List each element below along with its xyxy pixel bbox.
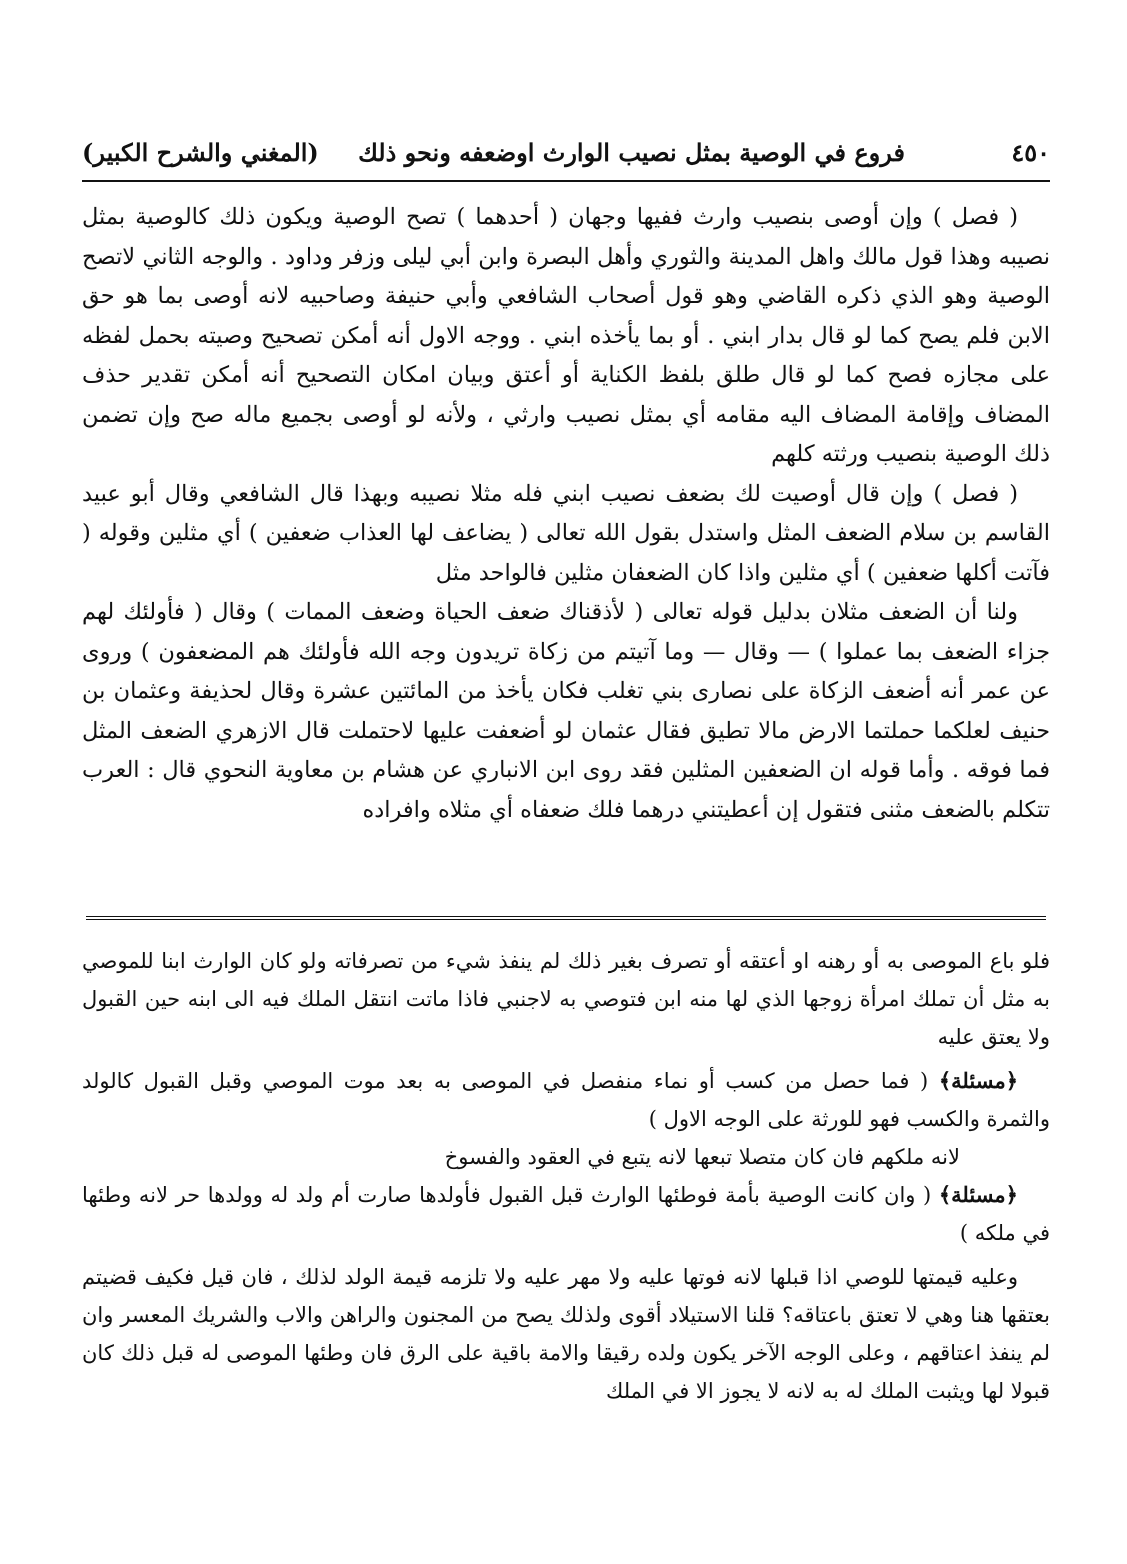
running-title: فروع في الوصية بمثل نصيب الوارث اوضعفه ونحو ذلك — [358, 138, 905, 167]
paragraph-evidence: ولنا أن الضعف مثلان بدليل قوله تعالى ( لأذقناك ضعف الحياة وضعف الممات ) وقال ( فأولئك لهم جزاء الضعف بما عملوا ) — وقال — وما آتيتم من زكاة تريدون وجه الله فأولئك هم المضعفون ) وروى عن عمر أنه أضعف الزكاة على نصارى بني تغلب فكان يأخذ من المائتين عشرة وقال لحذيفة وعثمان بن حنيف لعلكما حملتما الارض مالا تطيق فقال عثمان لو أضعفت عليها لاحتملت قال الازهري الضعف المثل فما فوقه . وأما قوله ان الضعفين المثلين فقد روى ابن الانباري عن هشام بن معاوية النحوي قال : العرب تتكلم بالضعف مثنى فتقول إن أعطيتني درهما فلك ضعفاه أي مثلاه وافراده — [82, 599, 1050, 823]
masala-text: ( فما حصل من كسب أو نماء منفصل في الموصى به بعد موت الموصي وقبل القبول كالولد والثمرة والكسب فهو للورثة على الوجه الاول ) — [82, 1069, 1050, 1131]
page-header — [82, 132, 1050, 180]
masala-label: ﴿مسئلة﴾ — [938, 1182, 1018, 1207]
book-title: (المغني والشرح الكبير) — [82, 138, 319, 167]
section-separator — [86, 916, 1046, 920]
page-number: ٤٥٠ — [1011, 138, 1050, 167]
commentary-text — [82, 942, 1050, 1410]
masala-text: ( وان كانت الوصية بأمة فوطئها الوارث قبل القبول فأولدها صارت أم ولد له وولدها حر لانه وطئها في ملكه ) — [82, 1183, 1050, 1245]
commentary-paragraph-2: لانه ملكهم فان كان متصلا تبعها لانه يتبع في العقود والفسوخ — [444, 1145, 960, 1169]
masala-label: ﴿مسئلة﴾ — [938, 1068, 1018, 1093]
commentary-paragraph-3: وعليه قيمتها للوصي اذا قبلها لانه فوتها عليه ولا مهر عليه ولا تلزمه قيمة الولد لذلك ، فان قيل فكيف قضيتم بعتقها هنا وهي لا تعتق باعتاقه؟ قلنا الاستيلاد أقوى ولذلك يصح من المجنون والراهن والاب والشريك المعسر وان لم ينفذ اعتاقهم ، وعلى الوجه الآخر يكون ولده رقيقا والامة باقية على الرق فان وطئها الموصى له قبل ذلك كان قبولا لها ويثبت الملك له به لانه لا يجوز الا في الملك — [82, 1265, 1050, 1403]
paragraph-fasl-1: ( فصل ) وإن أوصى بنصيب وارث ففيها وجهان ( أحدهما ) تصح الوصية ويكون ذلك كالوصية بمثل نصيبه وهذا قول مالك واهل المدينة والثوري وأهل البصرة وابن أبي ليلى وزفر وداود . والوجه الثاني لاتصح الوصية وهو الذي ذكره القاضي وهو قول أصحاب الشافعي وأبي حنيفة وصاحبيه لانه أوصى بما هو حق الابن فلم يصح كما لو قال بدار ابني . أو بما يأخذه ابني . ووجه الاول أنه أمكن تصحيح وصيته بحمل لفظه على مجازه فصح كما لو قال طلق بلفظ الكناية أو أعتق وبيان امكان التصحيح أنه أمكن تقدير حذف المضاف وإقامة المضاف اليه مقامه أي بمثل نصيب وارثي ، ولأنه لو أوصى بجميع ماله صح وإن تضمن ذلك الوصية بنصيب ورثته كلهم — [82, 204, 1050, 467]
main-text — [82, 198, 1050, 830]
header-rule — [82, 180, 1050, 182]
masala-1 — [82, 1062, 1050, 1138]
commentary-paragraph-1: فلو باع الموصى به أو رهنه او أعتقه أو تصرف بغير ذلك لم ينفذ شيء من تصرفاته ولو كان الوارث ابنا للموصي به مثل أن تملك امرأة زوجها الذي لها منه ابن فتوصي به لاجنبي فاذا ماتت انتقل الملك فيه الى ابنه حين القبول ولا يعتق عليه — [82, 949, 1050, 1049]
paragraph-fasl-2: ( فصل ) وإن قال أوصيت لك بضعف نصيب ابني فله مثلا نصيبه وبهذا قال الشافعي وقال أبو عبيد القاسم بن سلام الضعف المثل واستدل بقول الله تعالى ( يضاعف لها العذاب ضعفين ) أي مثلين وقوله ( فآتت أكلها ضعفين ) أي مثلين واذا كان الضعفان مثلين فالواحد مثل — [82, 480, 1050, 586]
masala-2 — [82, 1176, 1050, 1252]
